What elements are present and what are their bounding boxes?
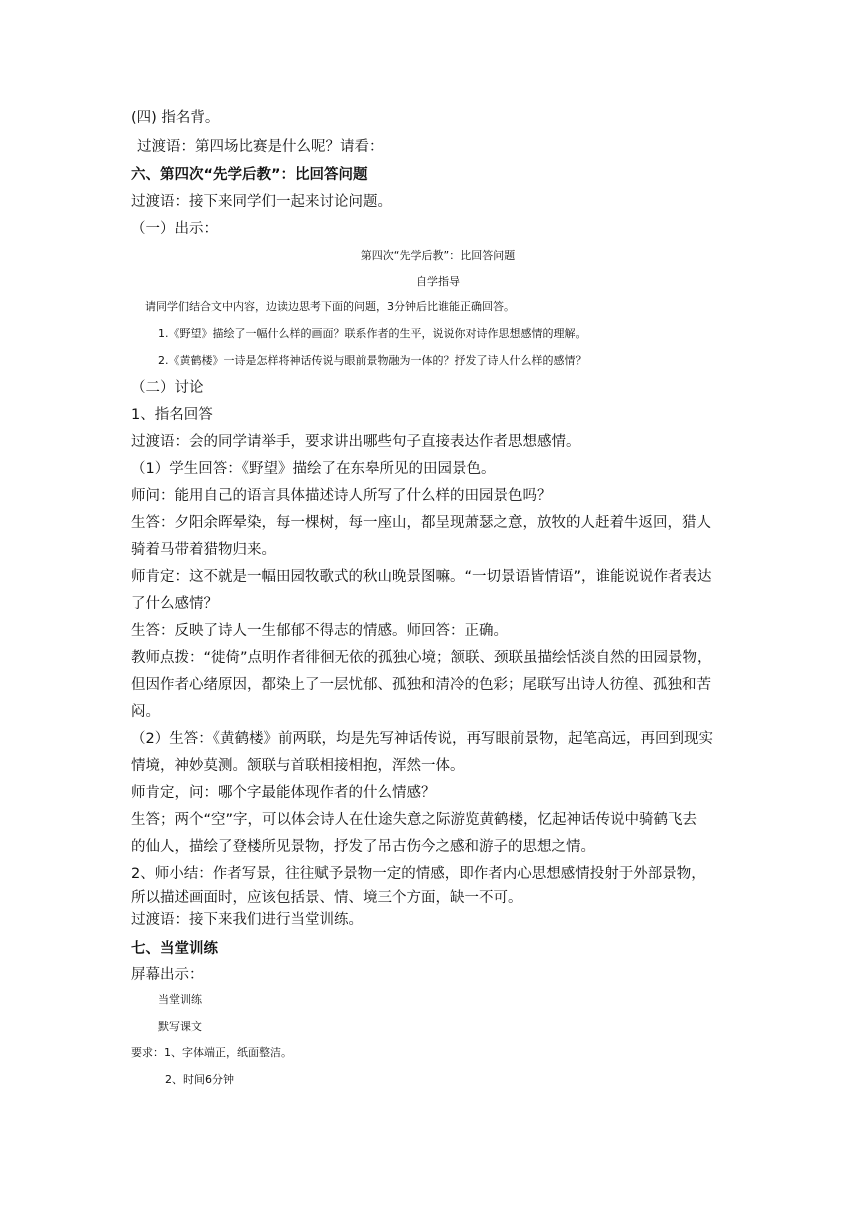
paragraph: 但因作者心绪原因，都染上了一层忧郁、孤独和清冷的色彩；尾联写出诗人彷徨、孤独和苦 [131, 677, 711, 693]
slide-subtitle: 自学指导 [416, 275, 460, 288]
paragraph: 师问：能用自己的语言具体描述诗人所写了什么样的田园景色吗？ [131, 488, 552, 504]
paragraph: 教师点拨：“徙倚”点明作者徘徊无依的孤独心境；颔联、颈联虽描绘恬淡自然的田园景物， [131, 650, 712, 666]
slide-subtitle: 默写课文 [158, 1020, 202, 1033]
transition-text: 过渡语：第四场比赛是什么呢？请看： [137, 139, 384, 155]
transition-text: 过渡语：接下来我们进行当堂训练。 [131, 912, 363, 928]
paragraph: 生答；两个“空”字，可以体会诗人在仕途失意之际游览黄鹤楼，忆起神话传说中骑鹤飞去 [131, 812, 698, 828]
paragraph: 2、师小结：作者写景，往往赋予景物一定的情感，即作者内心思想感情投射于外部景物， [131, 866, 706, 882]
section-heading-7: 七、当堂训练 [131, 941, 218, 957]
paragraph: 闷。 [131, 704, 160, 720]
slide-instruction: 请同学们结合文中内容，边读边思考下面的问题，3分钟后比谁能正确回答。 [145, 300, 515, 313]
transition-text: 过渡语：接下来同学们一起来讨论问题。 [131, 194, 392, 210]
slide-question-1: 1.《野望》描绘了一幅什么样的画面？联系作者的生平，说说你对诗作思想感情的理解。 [158, 327, 587, 340]
paragraph: 师肯定：这不就是一幅田园牧歌式的秋山晚景图嘛。“一切景语皆情语”，谁能说说作者表达 [131, 569, 712, 585]
subsection-heading: （一）出示： [131, 221, 218, 237]
slide-title: 当堂训练 [158, 993, 202, 1006]
subsection-heading: （二）讨论 [131, 380, 204, 396]
requirement-1: 要求：1、字体端正，纸面整洁。 [131, 1046, 292, 1059]
recite-item: (四) 指名背。 [131, 110, 220, 126]
paragraph: （2）生答：《黄鹤楼》前两联，均是先写神话传说，再写眼前景物，起笔高远，再回到现实 [131, 731, 713, 747]
paragraph: 的仙人，描绘了登楼所见景物，抒发了吊古伤今之感和游子的思想之情。 [131, 839, 595, 855]
slide-title: 第四次“先学后教”：比回答问题 [360, 249, 516, 262]
slide-question-2: 2.《黄鹤楼》一诗是怎样将神话传说与眼前景物融为一体的？抒发了诗人什么样的感情？ [158, 354, 587, 367]
transition-text: 过渡语：会的同学请举手，要求讲出哪些句子直接表达作者思想感情。 [131, 434, 581, 450]
paragraph: 情境，神妙莫测。颔联与首联相接相抱，浑然一体。 [131, 758, 465, 774]
paragraph: （1）学生回答：《野望》描绘了在东皋所见的田园景色。 [131, 461, 496, 477]
paragraph: 骑着马带着猎物归来。 [131, 542, 276, 558]
requirement-2: 2、时间6分钟 [165, 1073, 234, 1086]
paragraph: 生答：夕阳余晖晕染，每一棵树，每一座山，都呈现萧瑟之意，放牧的人赶着牛返回，猎人 [131, 515, 711, 531]
paragraph: 师肯定，问：哪个字最能体现作者的什么情感？ [131, 785, 436, 801]
paragraph: 了什么感情？ [131, 596, 218, 612]
section-heading-6: 六、第四次“先学后教”：比回答问题 [131, 167, 368, 183]
subsection-heading: 1、指名回答 [131, 407, 213, 423]
paragraph: 生答：反映了诗人一生郁郁不得志的情感。师回答：正确。 [131, 623, 508, 639]
paragraph: 所以描述画面时，应该包括景、情、境三个方面，缺一不可。 [131, 890, 523, 906]
paragraph: 屏幕出示： [131, 967, 204, 983]
